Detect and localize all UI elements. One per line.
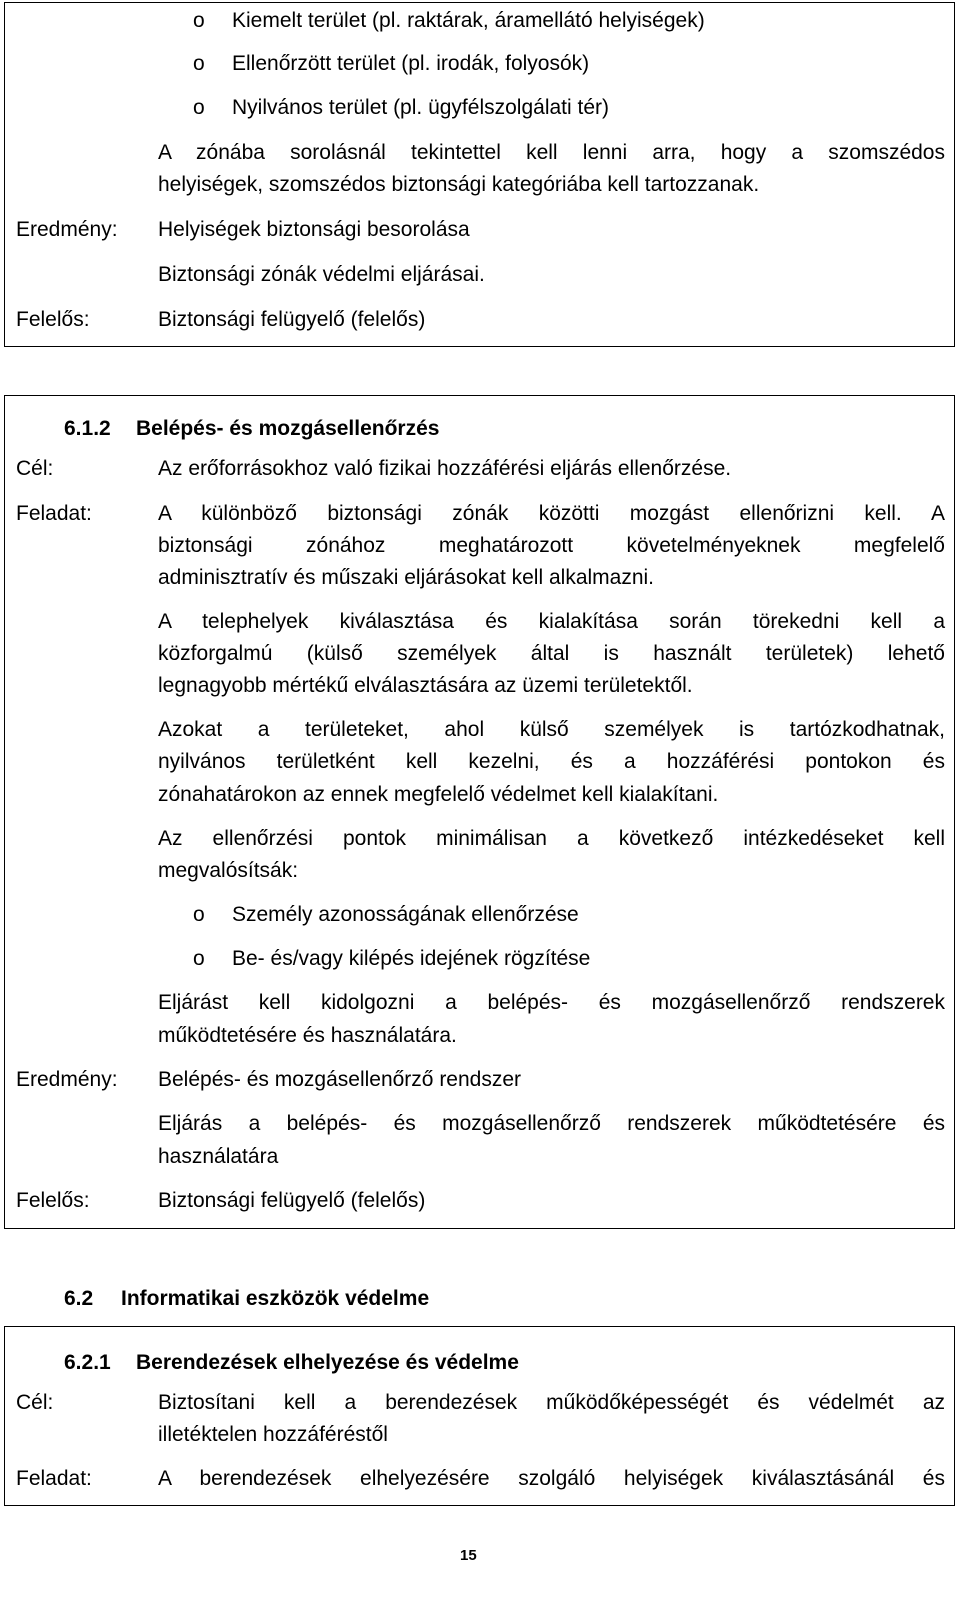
feladat-label: Feladat:: [16, 502, 92, 525]
paragraph-line: Az ellenőrzési pontok minimálisan a következő intézkedéseket kell: [158, 827, 945, 850]
paragraph-line: A zónába sorolásnál tekintettel kell lenni arra, hogy a szomszédos: [158, 141, 945, 164]
section-number: 6.2: [64, 1287, 94, 1310]
paragraph-line: nyilvános területként kell kezelni, és a hozzáférési pontokon és: [158, 750, 945, 773]
cel-value: Az erőforrásokhoz való fizikai hozzáférési eljárás ellenőrzése.: [158, 457, 732, 480]
eredmeny-label: Eredmény:: [16, 218, 118, 241]
paragraph-line: adminisztratív és műszaki eljárásokat kell alkalmazni.: [158, 566, 655, 589]
bullet-marker: o: [193, 52, 205, 75]
heading-title: Belépés- és mozgásellenőrzés: [136, 417, 440, 440]
feladat-value: A berendezések elhelyezésére szolgáló helyiségek kiválasztásánál és: [158, 1467, 945, 1490]
heading-number: 6.2.1: [64, 1351, 111, 1374]
cel-value: Biztosítani kell a berendezések működőképességét és védelmét az: [158, 1391, 945, 1414]
list-item: Ellenőrzött terület (pl. irodák, folyosók): [232, 52, 590, 75]
list-item: Kiemelt terület (pl. raktárak, áramellátó helyiségek): [232, 9, 705, 32]
heading-title: Berendezések elhelyezése és védelme: [136, 1351, 519, 1374]
section-title: Informatikai eszközök védelme: [121, 1287, 430, 1310]
page-number: 15: [460, 1547, 477, 1564]
eredmeny-value: Eljárás a belépés- és mozgásellenőrző rendszerek működtetésére és: [158, 1112, 945, 1135]
paragraph-line: működtetésére és használatára.: [158, 1024, 457, 1047]
cel-label: Cél:: [16, 457, 54, 480]
paragraph-line: megvalósítsák:: [158, 859, 299, 882]
eredmeny-value: használatára: [158, 1145, 279, 1168]
cel-value: illetéktelen hozzáféréstől: [158, 1423, 388, 1446]
bullet-marker: o: [193, 96, 205, 119]
paragraph-line: Eljárást kell kidolgozni a belépés- és mozgásellenőrző rendszerek: [158, 991, 945, 1014]
paragraph-line: legnagyobb mértékű elválasztására az üzemi területektől.: [158, 674, 693, 697]
felelos-label: Felelős:: [16, 1189, 90, 1212]
cel-label: Cél:: [16, 1391, 54, 1414]
felelos-value: Biztonsági felügyelő (felelős): [158, 308, 426, 331]
bullet-marker: o: [193, 947, 205, 970]
feladat-label: Feladat:: [16, 1467, 92, 1490]
paragraph-line: biztonsági zónához meghatározott követelményeknek megfelelő: [158, 534, 945, 557]
eredmeny-label: Eredmény:: [16, 1068, 118, 1091]
eredmeny-value: Belépés- és mozgásellenőrző rendszer: [158, 1068, 522, 1091]
paragraph-line: A telephelyek kiválasztása és kialakítása során törekedni kell a: [158, 610, 945, 633]
paragraph-line: helyiségek, szomszédos biztonsági kategóriába kell tartozzanak.: [158, 173, 760, 196]
bullet-marker: o: [193, 903, 205, 926]
eredmeny-value: Helyiségek biztonsági besorolása: [158, 218, 470, 241]
eredmeny-value: Biztonsági zónák védelmi eljárásai.: [158, 263, 485, 286]
felelos-label: Felelős:: [16, 308, 90, 331]
paragraph-line: Azokat a területeket, ahol külső személyek is tartózkodhatnak,: [158, 718, 945, 741]
paragraph-line: közforgalmú (külső személyek által is használt területek) lehető: [158, 642, 945, 665]
list-item: Be- és/vagy kilépés idejének rögzítése: [232, 947, 591, 970]
felelos-value: Biztonsági felügyelő (felelős): [158, 1189, 426, 1212]
bullet-marker: o: [193, 9, 205, 32]
heading-number: 6.1.2: [64, 417, 111, 440]
list-item: Nyilvános terület (pl. ügyfélszolgálati tér): [232, 96, 609, 119]
paragraph-line: A különböző biztonsági zónák közötti mozgást ellenőrizni kell. A: [158, 502, 945, 525]
list-item: Személy azonosságának ellenőrzése: [232, 903, 579, 926]
paragraph-line: zónahatárokon az ennek megfelelő védelmet kell kialakítani.: [158, 783, 719, 806]
